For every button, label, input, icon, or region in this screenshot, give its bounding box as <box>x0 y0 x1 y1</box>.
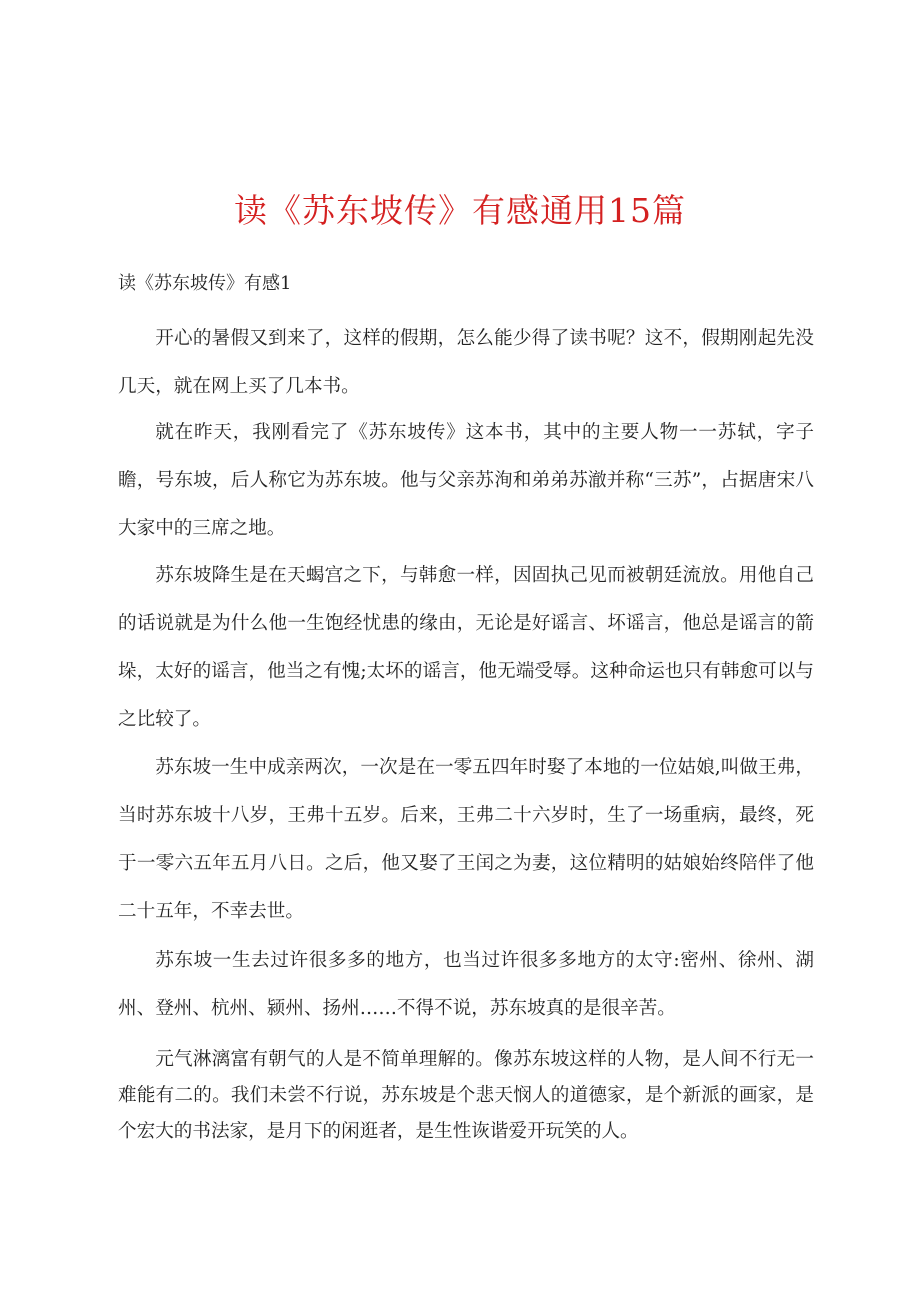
page-title: 读《苏东坡传》有感通用15篇 <box>234 191 686 230</box>
section-heading: 读《苏东坡传》有感1 <box>118 273 292 294</box>
paragraph-4: 苏东坡一生中成亲两次，一次是在一零五四年时娶了本地的一位姑娘,叫做王弗，当时苏东坡十八岁，王弗十五岁。后来，王弗二十六岁时，生了一场重病，最终，死于一零六五年五月八日。之后，他又娶了王闰之为妻，这位精明的姑娘始终陪伴了他二十五年，不幸去世。 <box>118 757 814 922</box>
paragraph-1: 开心的暑假又到来了，这样的假期，怎么能少得了读书呢？这不，假期刚起先没几天，就在网上买了几本书。 <box>118 328 814 397</box>
paragraph-5: 苏东坡一生去过许很多多的地方，也当过许很多多地方的太守:密州、徐州、湖州、登州、杭州、颍州、扬州……不得不说，苏东坡真的是很辛苦。 <box>118 950 814 1019</box>
paragraph-3: 苏东坡降生是在天蝎宫之下，与韩愈一样，因固执己见而被朝廷流放。用他自己的话说就是为什么他一生饱经忧患的缘由，无论是好谣言、坏谣言，他总是谣言的箭垛，太好的谣言，他当之有愧;太坏的谣言，他无端受辱。这种命运也只有韩愈可以与之比较了。 <box>118 565 814 730</box>
paragraph-2: 就在昨天，我刚看完了《苏东坡传》这本书，其中的主要人物一一苏轼，字子瞻，号东坡，后人称它为苏东坡。他与父亲苏洵和弟弟苏澈并称“三苏”，占据唐宋八大家中的三席之地。 <box>118 422 814 539</box>
paragraph-6: 元气淋漓富有朝气的人是不简单理解的。像苏东坡这样的人物，是人间不行无一难能有二的。我们未尝不行说，苏东坡是个悲天悯人的道德家，是个新派的画家，是个宏大的书法家，是月下的闲逛者，是生性诙谐爱开玩笑的人。 <box>118 1049 814 1142</box>
